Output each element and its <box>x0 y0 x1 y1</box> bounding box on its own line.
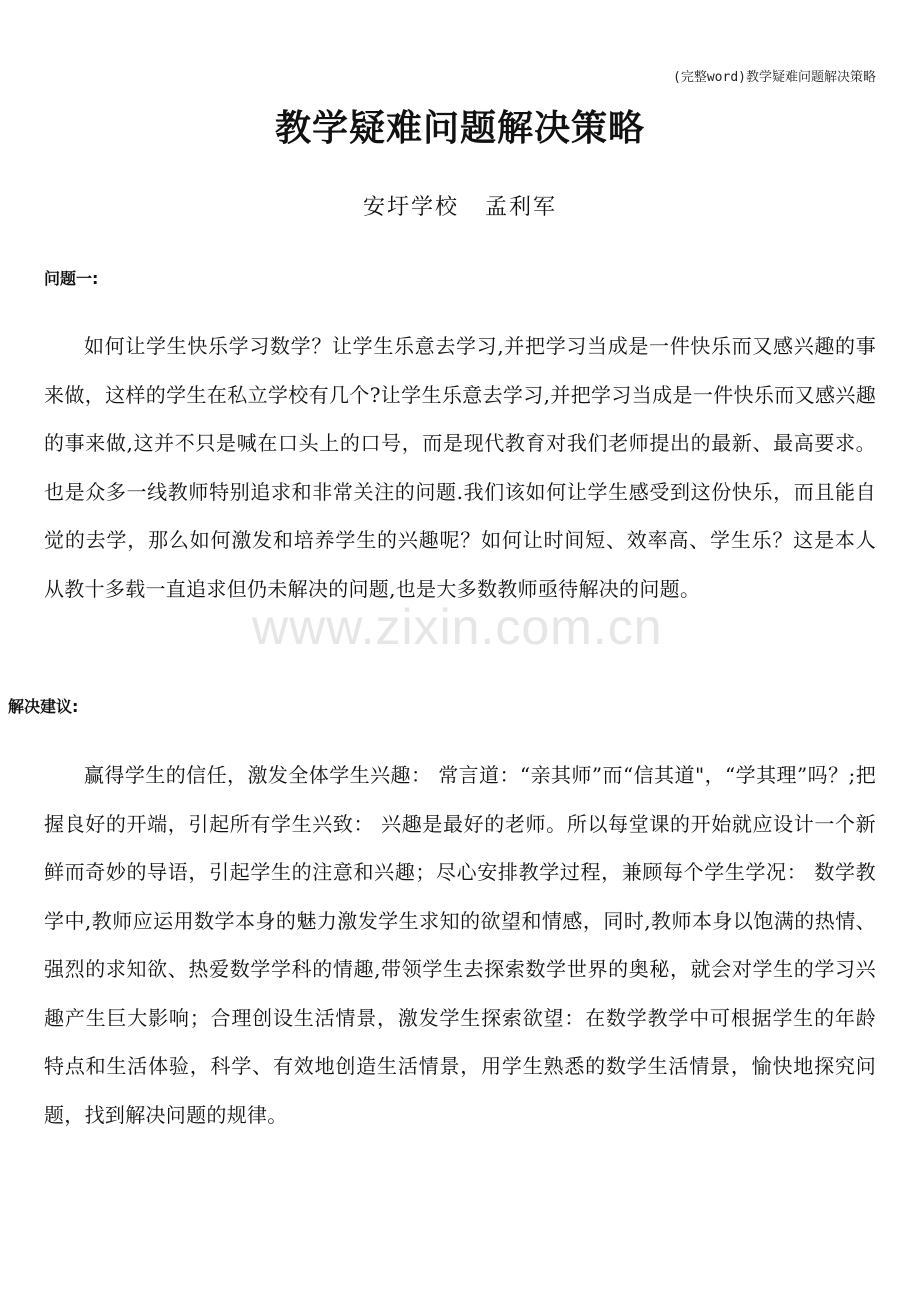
solution-label: 解决建议: <box>8 697 79 716</box>
header-note: (完整word)教学疑难问题解决策略 <box>673 70 876 85</box>
question-label: 问题一: <box>44 269 99 288</box>
question-paragraph: 如何让学生快乐学习数学？让学生乐意去学习,并把学习当成是一件快乐而又感兴趣的事来做，这样的学生在私立学校有几个?让学生乐意去学习,并把学习当成是一件快乐而又感兴趣的事来做,这并不只是喊在口头上的口号，而是现代教育对我们老师提出的最新、最高要求。也是众多一线教师特别追求和非常关注的问题.我们该如何让学生感受到这份快乐，而且能自觉的去学，那么如何激发和培养学生的兴趣呢？如何让时间短、效率高、学生乐？这是本人从教十多载一直追求但仍未解决的问题,也是大多数教师亟待解决的问题。 <box>44 334 876 601</box>
solution-paragraph: 赢得学生的信任，激发全体学生兴趣： 常言道：“亲其师”而“信其道"，“学其理”吗？;把握良好的开端，引起所有学生兴致： 兴趣是最好的老师。所以每堂课的开始就应设计一个新鲜而奇妙的导语，引起学生的注意和兴趣；尽心安排教学过程，兼顾每个学生学况： 数学教学中,教师应运用数学本身的魅力激发学生求知的欲望和情感，同时,教师本身以饱满的热情、强烈的求知欲、热爱数学学科的情趣,带领学生去探索数学世界的奥秘，就会对学生的学习兴趣产生巨大影响；合理创设生活情景，激发学生探索欲望：在数学教学中可根据学生的年龄特点和生活体验，科学、有效地创造生活情景，用学生熟悉的数学生活情景，愉快地探究问题，找到解决问题的规律。 <box>44 763 876 1127</box>
author-line <box>0 190 920 221</box>
document-title: 教学疑难问题解决策略 <box>274 108 645 149</box>
author-name: 孟利军 <box>485 195 558 220</box>
watermark: www.zixin.com.cn <box>252 599 663 655</box>
author-school: 安圩学校 <box>362 195 459 220</box>
